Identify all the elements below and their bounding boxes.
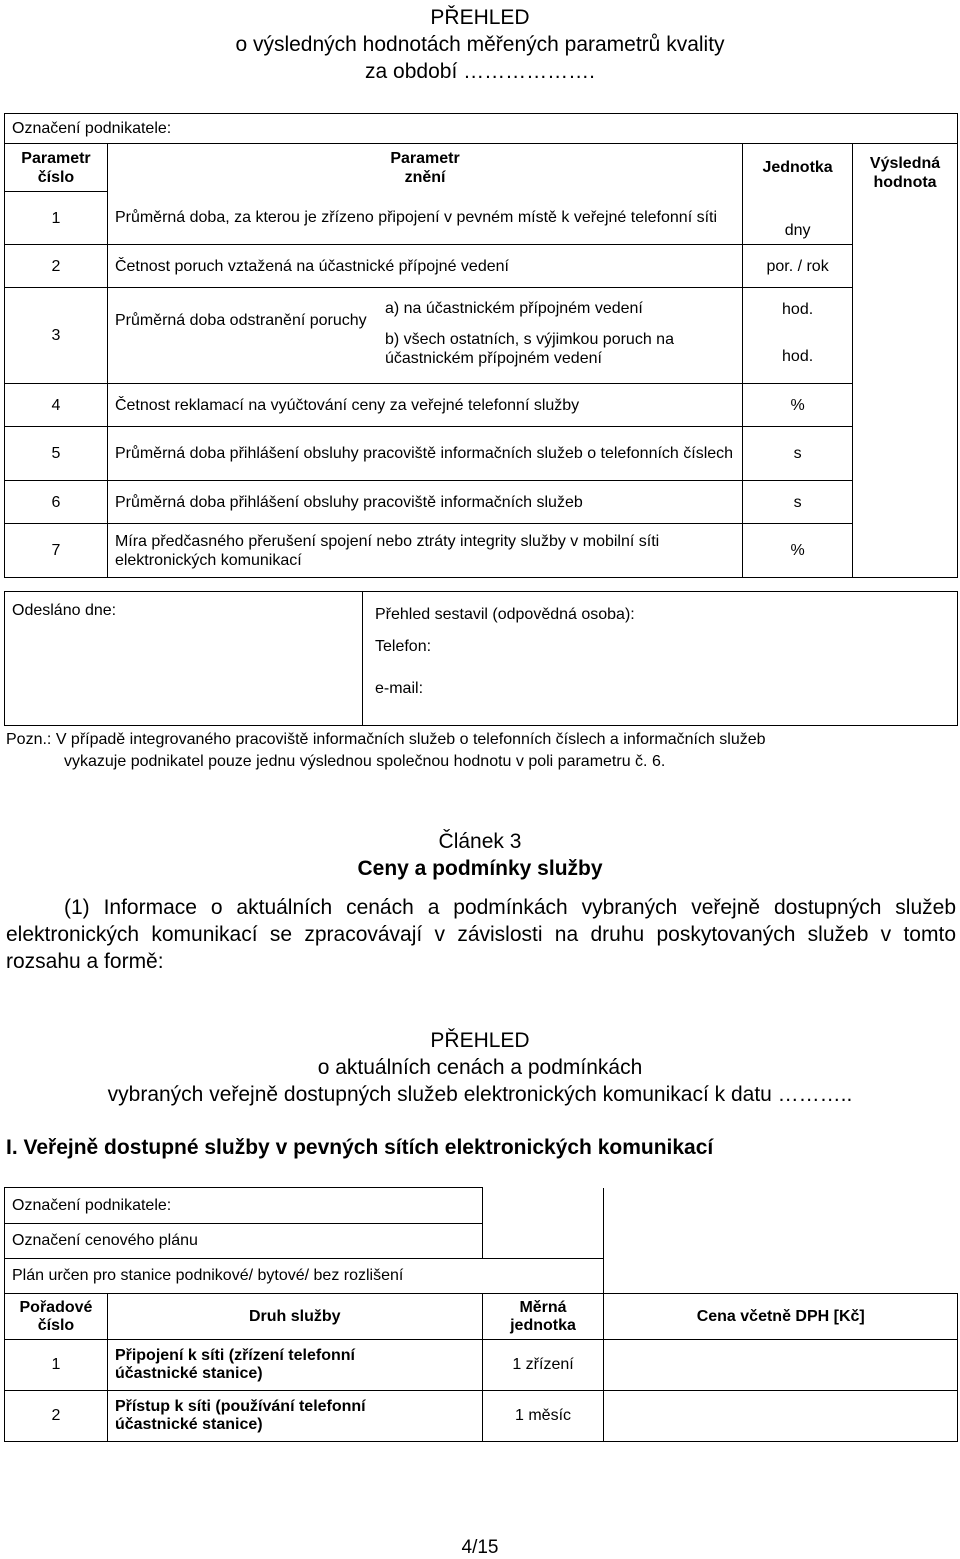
note-line-1: : V případě integrovaného pracoviště informačních služeb o telefonních číslech a informačních služeb <box>46 731 766 748</box>
price-row-2-unit: 1 měsíc <box>482 1391 604 1442</box>
price-plan-label: Označení cenového plánu <box>5 1224 483 1259</box>
price-row-2-service: Přístup k síti (používání telefonní účastnické stanice) <box>107 1391 482 1442</box>
email-label: e-mail: <box>375 680 424 697</box>
row-6-text: Průměrná doba přihlášení obsluhy pracoviště informačních služeb <box>107 481 742 524</box>
price-row-2-value[interactable] <box>604 1391 958 1442</box>
row-2-number: 2 <box>5 245 108 288</box>
row-3-label: Průměrná doba odstranění poruchy <box>114 311 367 329</box>
row-5-text: Průměrná doba přihlášení obsluhy pracoviště informačních služeb o telefonních číslech <box>107 427 742 481</box>
col-header-unit: Jednotka <box>743 144 853 192</box>
article-paragraph: (1) Informace o aktuálních cenách a podmínkách vybraných veřejně dostupných služeb elektronických komunikací se zpracovávají v závislosti na druhu poskytovaných služeb v tomto rozsahu a formě: <box>6 896 956 973</box>
compiled-by-field[interactable] <box>363 592 958 726</box>
row-5-unit: s <box>743 427 853 481</box>
price-row-1-unit: 1 zřízení <box>482 1340 604 1391</box>
row-7-unit: % <box>743 524 853 578</box>
price-station-label: Plán určen pro stanice podnikové/ bytové/ bez rozlišení <box>5 1259 604 1294</box>
row-3-unit <box>743 288 853 384</box>
price-row-1-number: 1 <box>5 1340 108 1391</box>
compiled-by-label: Přehled sestavil (odpovědná osoba): <box>375 606 635 623</box>
report-header <box>0 4 960 85</box>
row-1-unit: dny <box>743 192 853 245</box>
section-heading: I. Veřejně dostupné služby v pevných sítích elektronických komunikací <box>6 1136 714 1159</box>
quality-parameters-table <box>4 113 958 578</box>
row-4-unit: % <box>743 384 853 427</box>
provider-label: Označení podnikatele: <box>5 114 958 144</box>
col-header-number: Parametr číslo <box>5 144 108 192</box>
header-subtitle: o výsledných hodnotách měřených parametrů kvality <box>235 33 725 56</box>
col-header-result: Výsledná hodnota <box>853 144 958 578</box>
page-number: 4/15 <box>461 1537 499 1558</box>
price-col-unit: Měrná jednotka <box>482 1294 604 1340</box>
price-provider-label: Označení podnikatele: <box>5 1188 483 1224</box>
row-3-text <box>107 288 742 384</box>
price-header-title: PŘEHLED <box>430 1029 530 1052</box>
row-7-number: 7 <box>5 524 108 578</box>
price-table <box>4 1187 958 1442</box>
row-4-number: 4 <box>5 384 108 427</box>
row-2-text: Četnost poruch vztažená na účastnické přípojné vedení <box>107 245 742 288</box>
price-row-2-number: 2 <box>5 1391 108 1442</box>
price-row-1-value[interactable] <box>604 1340 958 1391</box>
sent-date-label: Odesláno dne: <box>12 602 117 619</box>
row-6-unit: s <box>743 481 853 524</box>
sent-date-field[interactable] <box>5 592 363 726</box>
article-heading <box>0 828 960 882</box>
price-overview-header <box>0 1027 960 1108</box>
article-title: Ceny a podmínky služby <box>357 857 603 880</box>
row-3-sub-b: b) všech ostatních, s výjimkou poruch na účastnickém přípojném vedení <box>384 331 674 367</box>
article-number: Článek 3 <box>438 830 522 853</box>
row-3-number: 3 <box>5 288 108 384</box>
price-col-number: Pořadové číslo <box>5 1294 108 1340</box>
row-3-unit-b: hod. <box>782 347 814 365</box>
row-3-sub-a: a) na účastnickém přípojném vedení <box>384 299 643 317</box>
price-col-service: Druh služby <box>107 1294 482 1340</box>
row-1-text: Průměrná doba, za kterou je zřízeno připojení v pevném místě k veřejné telefonní síti <box>107 192 742 245</box>
price-row-1-service: Připojení k síti (zřízení telefonní účastnické stanice) <box>107 1340 482 1391</box>
price-header-date: vybraných veřejně dostupných služeb elektronických komunikací k datu ……….. <box>107 1083 853 1106</box>
row-5-number: 5 <box>5 427 108 481</box>
row-1-number: 1 <box>5 192 108 245</box>
row-6-number: 6 <box>5 481 108 524</box>
note-prefix: Pozn. <box>6 731 47 748</box>
signoff-table <box>4 591 958 726</box>
row-3-unit-a: hod. <box>782 300 814 318</box>
row-2-unit: por. / rok <box>743 245 853 288</box>
row-4-text: Četnost reklamací na vyúčtování ceny za veřejné telefonní služby <box>107 384 742 427</box>
price-provider-value[interactable] <box>604 1188 958 1294</box>
note-line-2: vykazuje podnikatel pouze jednu výslednou společnou hodnotu v poli parametru č. 6. <box>64 753 666 770</box>
col-header-parameter: Parametr znění <box>107 144 742 192</box>
row-7-text: Míra předčasného přerušení spojení nebo ztráty integrity služby v mobilní síti elektronických komunikací <box>107 524 742 578</box>
note <box>6 729 956 773</box>
header-period: za období ………………. <box>365 60 595 83</box>
price-header-subtitle: o aktuálních cenách a podmínkách <box>317 1056 643 1079</box>
price-col-price: Cena včetně DPH [Kč] <box>604 1294 958 1340</box>
header-title: PŘEHLED <box>430 6 530 29</box>
phone-label: Telefon: <box>375 638 432 655</box>
